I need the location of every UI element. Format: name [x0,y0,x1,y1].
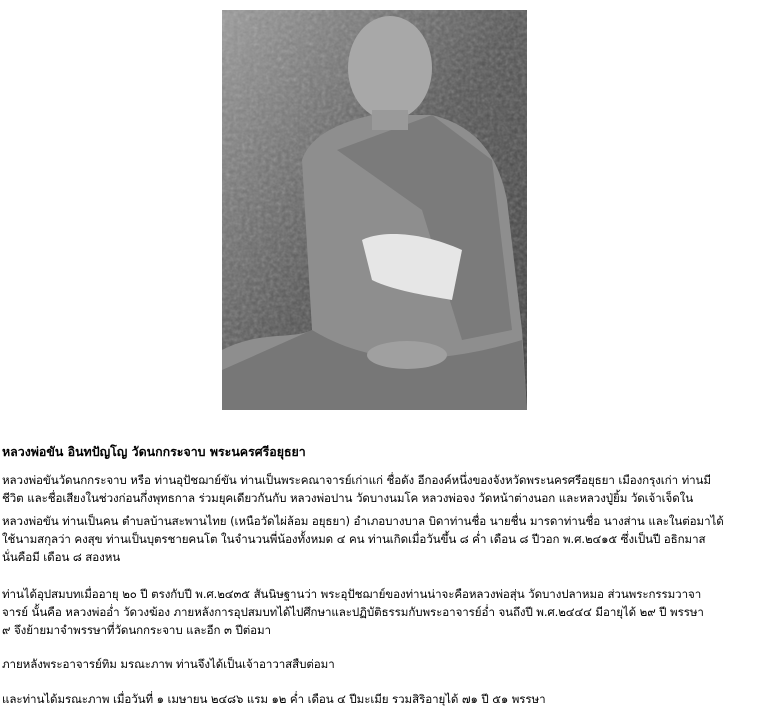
paragraph-line: และท่านได้มรณะภาพ เมื่อวันที่ ๑ เมษายน ๒๔๘๖ แรม ๑๒ ค่ำ เดือน ๔ ปีมะเมีย รวมสิริอายุได้ ๗๑ ปี ๕๑ พรรษา [2,692,546,706]
paragraph-line: ท่านได้อุปสมบทเมื่ออายุ ๒๐ ปี ตรงกับปี พ.ศ.๒๔๓๕ สันนิษฐานว่า พระอุปัชฌาย์ของท่านน่าจะคือหลวงพ่อสุ่น วัดบางปลาหมอ ส่วนพระกรรมวาจา [2,587,702,601]
paragraph-line: ชีวิต และชื่อเสียงในช่วงก่อนกึ่งพุทธกาล ร่วมยุคเดียวกันกับ หลวงพ่อปาน วัดบางนมโค หลวงพ่อจง วัดหน้าต่างนอก และหลวงปู่ยิ้ม วัดเจ้าเจ็ดใน [2,491,694,505]
paragraph-line: ภายหลังพระอาจารย์ทิม มรณะภาพ ท่านจึงได้เป็นเจ้าอาวาสสืบต่อมา [2,657,335,671]
paragraph-line: ใช้นามสกุลว่า คงสุข ท่านเป็นบุตรชายคนโต ในจำนวนพี่น้องทั้งหมด ๔ คน ท่านเกิดเมื่อวันขึ้น ๘ ค่ำ เดือน ๘ ปีวอก พ.ศ.๒๔๑๕ ซึ่งเป็นปี อธิกมาส [2,532,706,546]
paragraph-line: หลวงพ่อขัน ท่านเป็นคน ตำบลบ้านสะพานไทย (เหนือวัดไผ่ล้อม อยุธยา) อำเภอบางบาล บิดาท่านชื่อ นายชื่น มารดาท่านชื่อ นางส่าน และในต่อมาได้ [2,514,724,528]
paragraph-1 [2,471,711,507]
paragraph-3 [2,585,704,639]
paragraph-line: ๙ จึงย้ายมาจำพรรษาที่วัดนกกระจาบ และอีก ๓ ปีต่อมา [2,623,271,637]
paragraph-5 [2,690,546,708]
paragraph-line: นั่นคือมี เดือน ๘ สองหน [2,550,121,564]
paragraph-line: หลวงพ่อขันวัดนกกระจาบ หรือ ท่านอุปัชฌาย์ขัน ท่านเป็นพระคณาจารย์เก่าแก่ ชื่อดัง อีกองค์หนึ่งของจังหวัดพระนครศรีอยุธยา เมืองกรุงเก่า ท่านมี [2,473,711,487]
paragraph-line: จารย์ นั้นคือ หลวงพ่ออ่ำ วัดวงฆ้อง ภายหลังการอุปสมบทได้ไปศึกษาและปฏิบัติธรรมกับพระอาจารย์อ่ำ จนถึงปี พ.ศ.๒๔๔๔ มีอายุได้ ๒๙ ปี พรรษา [2,605,704,619]
paragraph-4 [2,655,335,673]
monk-portrait-photo [222,10,527,410]
paragraph-2 [2,512,724,566]
article-title: หลวงพ่อขัน อินทปัญโญ วัดนกกระจาบ พระนครศรีอยุธยา [2,444,306,459]
